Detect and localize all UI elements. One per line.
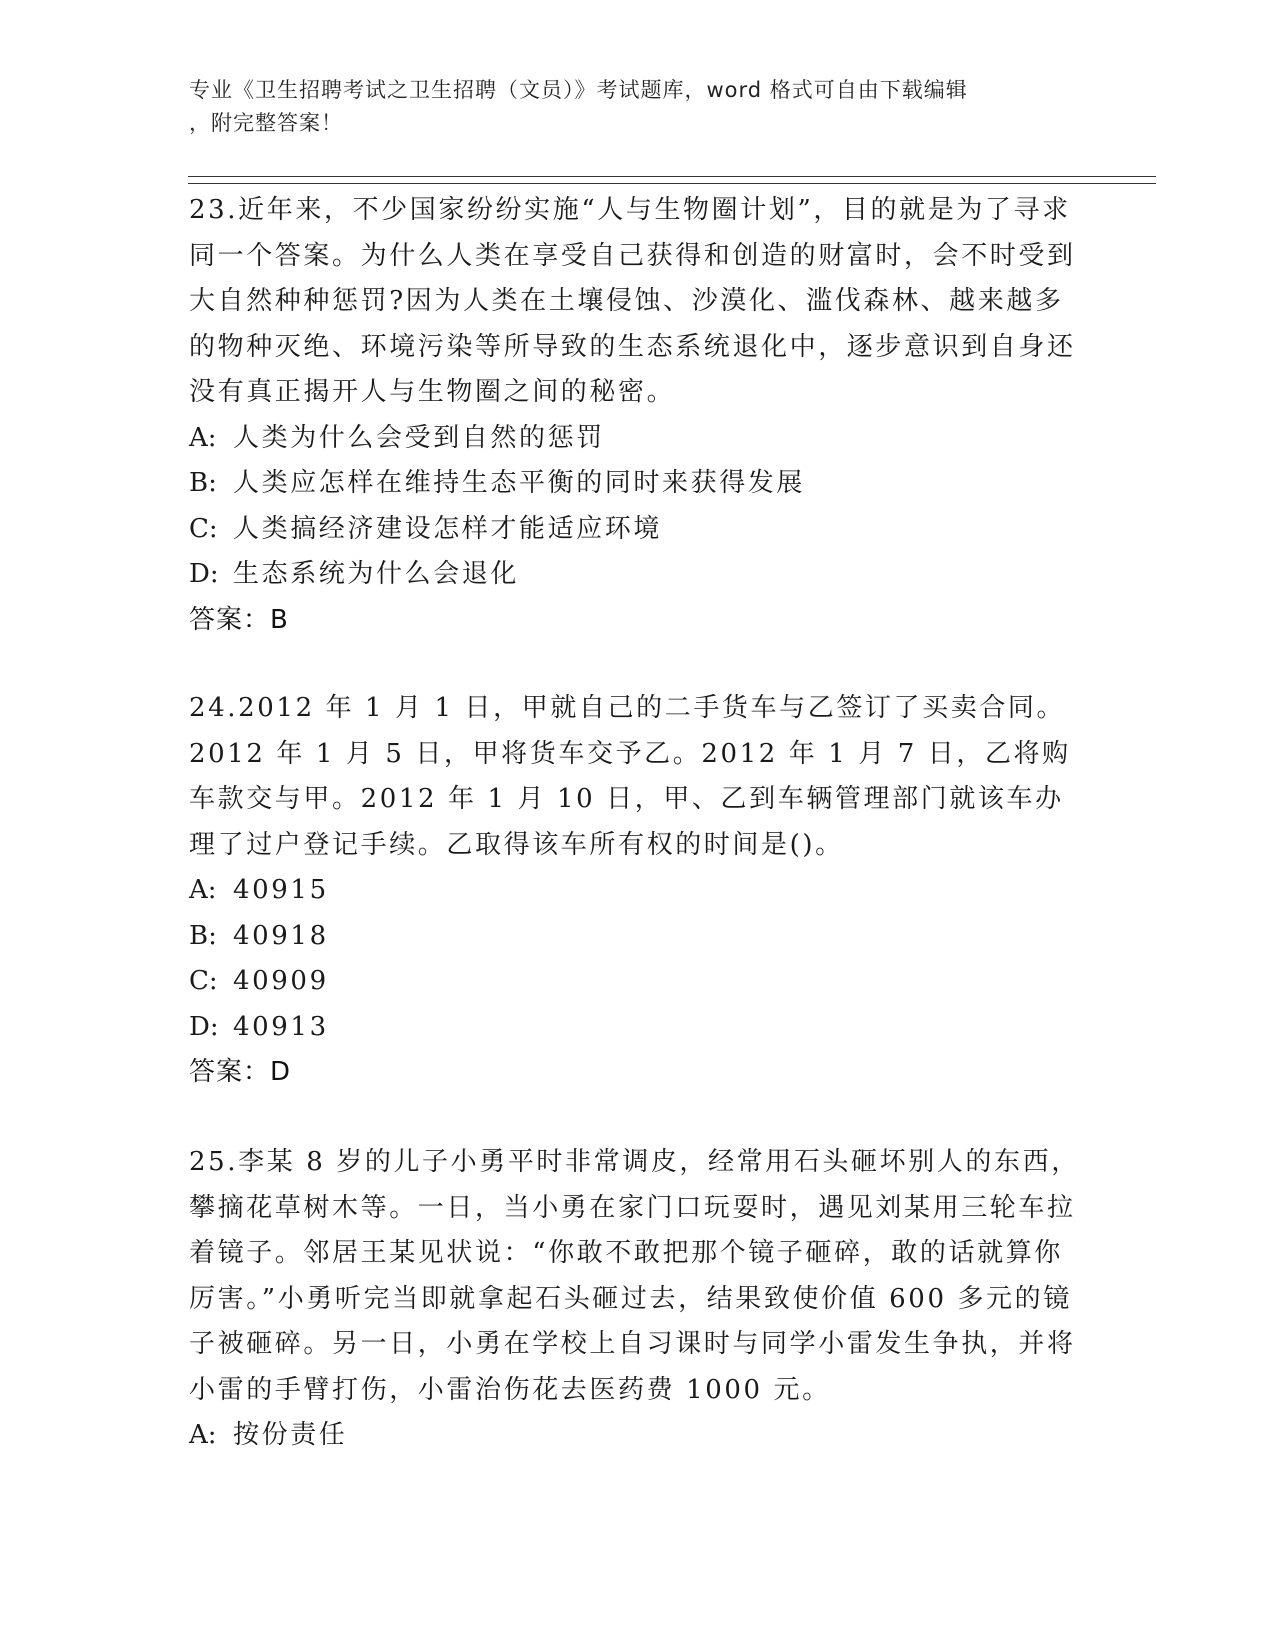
question-stem: 25.李某 8 岁的儿子小勇平时非常调皮，经常用石头砸坏别人的东西，攀摘花草树木等。一日，当小勇在家门口玩耍时，遇见刘某用三轮车拉着镜子。邻居王某见状说：“你敢不敢把那个镜子砸碎，敢的话就算你厉害。”小勇听完当即就拿起石头砸过去，结果致使价值 600 多元的镜子被砸碎。另一日，小勇在学校上自习课时与同学小雷发生争执，并将小雷的手臂打伤，小雷治伤花去医药费 1000 元。 (189, 1147, 1080, 1405)
header-line-2: ，附完整答案！ (189, 111, 343, 135)
option-text: 人类为什么会受到自然的惩罚 (233, 422, 605, 453)
option-text: 生态系统为什么会退化 (233, 559, 520, 589)
option-letter: D: (189, 559, 219, 589)
option-a (189, 868, 1089, 914)
question-stem: 23.近年来，不少国家纷纷实施“人与生物圈计划”，目的就是为了寻求同一个答案。为什么人类在享受自己获得和创造的财富时，会不时受到大自然种种惩罚?因为人类在土壤侵蚀、沙漠化、滥伐森林、越来越多的物种灭绝、环境污染等所导致的生态系统退化中，逐步意识到自身还没有真正揭开人与生物圈之间的秘密。 (189, 195, 1076, 407)
option-text: 40909 (233, 966, 329, 996)
option-letter: C: (189, 966, 218, 996)
question-23 (189, 188, 1089, 643)
option-c (189, 507, 1089, 553)
option-text: 40918 (233, 920, 329, 951)
question-stem: 24.2012 年 1 月 1 日，甲就自己的二手货车与乙签订了买卖合同。2012 年 1 月 5 日，甲将货车交予乙。2012 年 1 月 7 日，乙将购车款交与甲。2012 年 1 月 10 日，甲、乙到车辆管理部门就该车办理了过户登记手续。乙取得该车所有权的时间是()。 (189, 693, 1071, 860)
option-list (189, 1413, 1089, 1459)
question-25 (189, 1140, 1089, 1459)
answer-line: 答案：D (189, 1057, 292, 1087)
option-d (189, 1005, 1089, 1051)
option-b (189, 461, 1089, 507)
option-b (189, 914, 1089, 960)
question-24 (189, 686, 1089, 1096)
option-letter: B: (189, 468, 217, 498)
answer-line: 答案：B (189, 604, 289, 635)
header-line-1: 专业《卫生招聘考试之卫生招聘（文员）》考试题库，word 格式可自由下载编辑 (189, 78, 968, 102)
document-header (189, 74, 1069, 140)
option-letter: C: (189, 513, 218, 544)
option-text: 人类搞经济建设怎样才能适应环境 (233, 513, 663, 544)
option-list (189, 868, 1089, 1050)
option-letter: A: (189, 1420, 217, 1450)
option-text: 按份责任 (233, 1420, 348, 1450)
option-letter: B: (189, 920, 217, 951)
option-text: 40915 (233, 875, 329, 905)
option-list (189, 416, 1089, 598)
option-letter: A: (189, 875, 217, 905)
header-divider-bottom (188, 183, 1156, 184)
header-divider-top (188, 176, 1156, 177)
option-c (189, 959, 1089, 1005)
option-text: 40913 (233, 1011, 329, 1042)
option-text: 人类应怎样在维持生态平衡的同时来获得发展 (233, 468, 806, 498)
option-a (189, 1413, 1089, 1459)
option-letter: A: (189, 422, 217, 453)
option-d (189, 552, 1089, 598)
option-letter: D: (189, 1011, 219, 1042)
option-a (189, 416, 1089, 462)
